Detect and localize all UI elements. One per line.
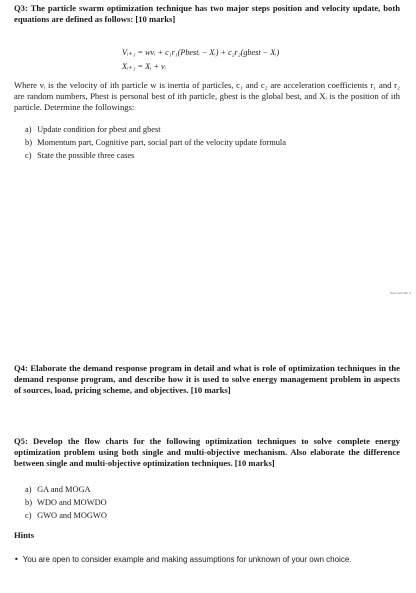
q5-heading: Q5: Develop the flow charts for the following optimization techniques to solve complete energy optimization problem using both single and multi-objective mechanism. Also elaborate the difference between single and multi-objective optimization techniques. [10 marks]: [14, 436, 400, 469]
q3-description: Where vᵢ is the velocity of ith particle w is inertia of particles, c₁ and c₂ are acceleration coefficients r₁ and r₂ are random numbers, Pbest is personal best of ith particle, gbest is the global best, and Xᵢ is the position of ith particle. Determine the followings:: [14, 80, 400, 113]
q5-item-letter: c): [25, 511, 32, 520]
hint-text: You are open to consider example and making assumptions for unknown of your own choice.: [22, 555, 352, 564]
q3-item-letter: a): [25, 125, 32, 134]
q3-item-text: State the possible three cases: [37, 151, 135, 160]
q5-item-letter: a): [25, 485, 32, 494]
q5-item-b: [25, 497, 107, 508]
q3-item-a: [25, 124, 161, 135]
bullet-icon: •: [14, 555, 19, 564]
q3-item-b: [25, 137, 286, 148]
velocity-update-equation: Vᵢ₊₁ = wvᵢ + c₁r₁(Pbestᵢ − Xᵢ) + c₂r₂(gbest − Xᵢ): [122, 48, 280, 57]
hint-line: [14, 549, 352, 567]
q3-item-text: Update condition for pbest and gbest: [37, 125, 161, 134]
q5-item-letter: b): [25, 498, 32, 507]
hints-title: Hints: [14, 530, 35, 540]
q5-item-a: [25, 484, 91, 495]
q3-heading: Q3: The particle swarm optimization technique has two major steps position and velocity update, both equations are defined as follows: [10 marks]: [14, 3, 400, 25]
position-update-equation: Xᵢ₊₁ = Xᵢ + vᵢ: [122, 62, 166, 71]
q5-item-text: GWO and MOGWO: [37, 511, 107, 520]
q4-heading: Q4: Elaborate the demand response program in detail and what is role of optimization techniques in the demand response program, and describe how it is used to solve energy management problem in aspects of sources, load, pricing scheme, and objectives. [10 marks]: [14, 363, 400, 396]
q3-item-c: [25, 150, 134, 161]
q5-item-text: WDO and MOWDO: [36, 498, 107, 507]
q3-item-letter: c): [25, 151, 32, 160]
q5-item-c: [25, 510, 107, 521]
scanner-watermark: Scanned with C: [390, 291, 412, 295]
q3-item-letter: b): [25, 138, 32, 147]
q3-item-text: Momentum part, Cognitive part, social part of the velocity update formula: [37, 138, 286, 147]
q5-item-text: GA and MOGA: [37, 485, 91, 494]
